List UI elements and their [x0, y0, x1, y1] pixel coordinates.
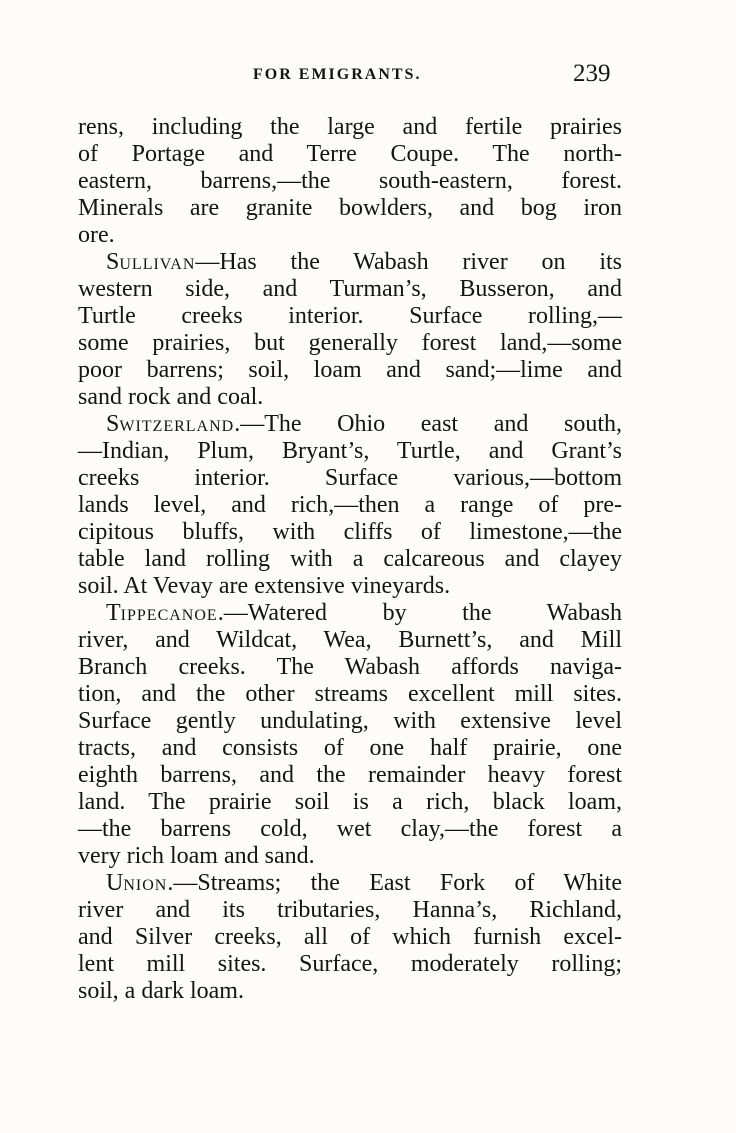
text-line: —the barrens cold, wet clay,—the forest a	[78, 816, 622, 842]
text-line: and Silver creeks, all of which furnish excel-	[78, 924, 622, 950]
text-line: rens, including the large and fertile prairies	[78, 114, 622, 140]
text-line: sand rock and coal.	[78, 384, 264, 410]
text-line: Surface gently undulating, with extensive level	[78, 708, 622, 734]
text-line: Branch creeks. The Wabash affords naviga-	[78, 654, 622, 680]
text-line: lent mill sites. Surface, moderately rolling;	[78, 951, 622, 977]
text-line: tion, and the other streams excellent mill sites.	[78, 681, 622, 707]
entry-text: .—Streams; the East Fork of White	[167, 870, 622, 896]
entry-name-small-caps: WITZERLAND	[119, 418, 235, 435]
text-line: table land rolling with a calcareous and clayey	[78, 546, 622, 572]
text-line: —Indian, Plum, Bryant’s, Turtle, and Grant’s	[78, 438, 622, 464]
text-line: tracts, and consists of one half prairie, one	[78, 735, 622, 761]
text-line: western side, and Turman’s, Busseron, and	[78, 276, 622, 302]
entry-text: .—The Ohio east and south,	[234, 411, 622, 437]
entry-initial: S	[106, 249, 120, 275]
text-line: very rich loam and sand.	[78, 843, 315, 869]
entry-initial: U	[106, 870, 124, 896]
text-line: soil, a dark loam.	[78, 978, 244, 1004]
entry-initial: T	[106, 600, 121, 626]
entry-text: —Has the Wabash river on its	[195, 249, 622, 275]
text-line: ore.	[78, 222, 115, 248]
text-line: eastern, barrens,—the south-eastern, forest.	[78, 168, 622, 194]
body-text	[78, 114, 622, 1005]
text-line: cipitous bluffs, with cliffs of limestone,—the	[78, 519, 622, 545]
entry-initial: S	[106, 411, 120, 437]
text-line: eighth barrens, and the remainder heavy forest	[78, 762, 622, 788]
text-line-switzerland	[78, 411, 622, 438]
entry-name-small-caps: IPPECANOE	[120, 607, 218, 624]
text-line: lands level, and rich,—then a range of pre-	[78, 492, 622, 518]
text-line: river, and Wildcat, Wea, Burnett’s, and Mill	[78, 627, 622, 653]
text-line: Turtle creeks interior. Surface rolling,—	[78, 303, 622, 329]
text-line-union	[78, 870, 622, 897]
text-line: soil. At Vevay are extensive vineyards.	[78, 573, 451, 599]
text-line: Minerals are granite bowlders, and bog iron	[78, 195, 622, 221]
entry-name-small-caps: ULLIVAN	[119, 256, 196, 273]
text-line: creeks interior. Surface various,—bottom	[78, 465, 622, 491]
page-header	[0, 60, 736, 90]
text-line: poor barrens; soil, loam and sand;—lime and	[78, 357, 622, 383]
text-line: some prairies, but generally forest land,—some	[78, 330, 622, 356]
page-number: 239	[573, 60, 611, 87]
text-line-sullivan	[78, 249, 622, 276]
running-head: FOR EMIGRANTS.	[253, 66, 422, 83]
entry-name-small-caps: NION	[123, 877, 168, 894]
text-line: river and its tributaries, Hanna’s, Richland,	[78, 897, 622, 923]
text-line-tippecanoe	[78, 600, 622, 627]
text-line: land. The prairie soil is a rich, black loam,	[78, 789, 622, 815]
text-line: of Portage and Terre Coupe. The north-	[78, 141, 622, 167]
entry-text: .—Watered by the Wabash	[217, 600, 622, 626]
